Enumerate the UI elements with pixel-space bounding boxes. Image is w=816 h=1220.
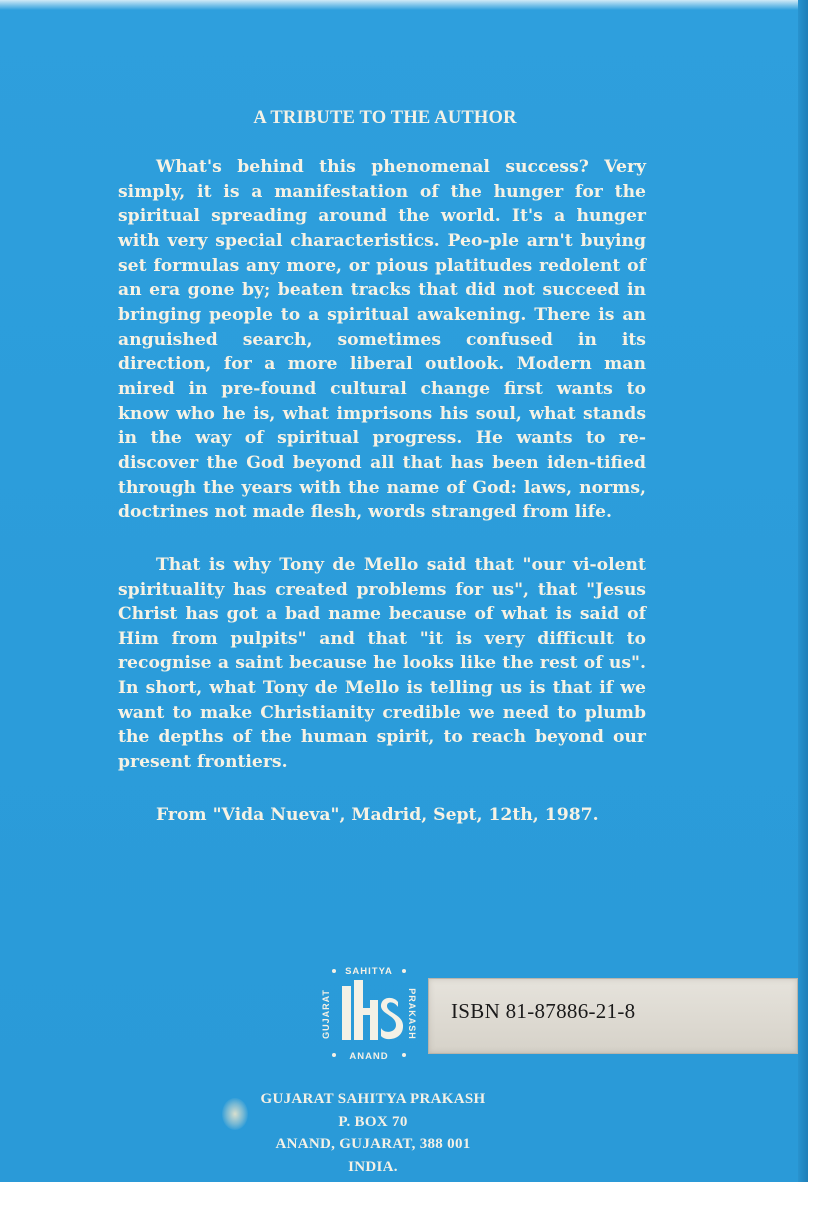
publisher-name: GUJARAT SAHITYA PRAKASH	[260, 1091, 486, 1107]
spine-edge	[798, 0, 808, 1182]
publisher-logo	[320, 962, 418, 1062]
paragraph-1: What's behind this phenomenal success? Very simply, it is a manifestation of the hunger for the spiritual spreading around the world. It's a hunger with very special characteristics. Peo-ple arn't buying set formulas any more, or pious platitudes redolent of an era gone by; beaten tracks that did not succeed in bringing people to a spiritual awakening. There is an anguished search, sometimes confused in its direction, for a more liberal outlook. Modern man mired in pre-found cultural change first wants to know who he is, what imprisons his soul, what stands in the way of spiritual progress. He wants to re-discover the God beyond all that has been iden-tified through the years with the name of God: laws, norms, doctrines not made flesh, words stranged from life.	[118, 157, 646, 523]
paragraph-citation: From "Vida Nueva", Madrid, Sept, 12th, 1987.	[156, 804, 599, 825]
logo-left-text: GUJARAT	[321, 989, 331, 1039]
logo-bottom-text: ANAND	[349, 1051, 389, 1062]
publisher-country: INDIA.	[348, 1158, 398, 1175]
worn-top-edge	[0, 0, 808, 10]
isbn-label	[428, 978, 798, 1054]
publisher-city: ANAND, GUJARAT, 388 001	[275, 1136, 471, 1152]
cover-heading: A TRIBUTE TO THE AUTHOR	[253, 108, 517, 128]
isbn-number: ISBN 81-87886-21-8	[451, 999, 636, 1023]
paragraph-2: That is why Tony de Mello said that "our vi-olent spirituality has created problems for us", that "Jesus Christ has got a bad name because of what is said of Him from pulpits" and that "it is very difficult to recognise a saint because he looks like the rest of us". In short, what Tony de Mello is telling us is that if we want to make Christianity credible we need to plumb the depths of the human spirit, to reach beyond our present frontiers.	[118, 554, 646, 773]
logo-top-text: SAHITYA	[345, 966, 393, 977]
publisher-address	[0, 1088, 746, 1178]
publisher-box: P. BOX 70	[338, 1113, 408, 1130]
logo-right-text: PRAKASH	[407, 988, 417, 1040]
ihs-seal-icon	[320, 962, 418, 1062]
tribute-text	[118, 155, 646, 827]
